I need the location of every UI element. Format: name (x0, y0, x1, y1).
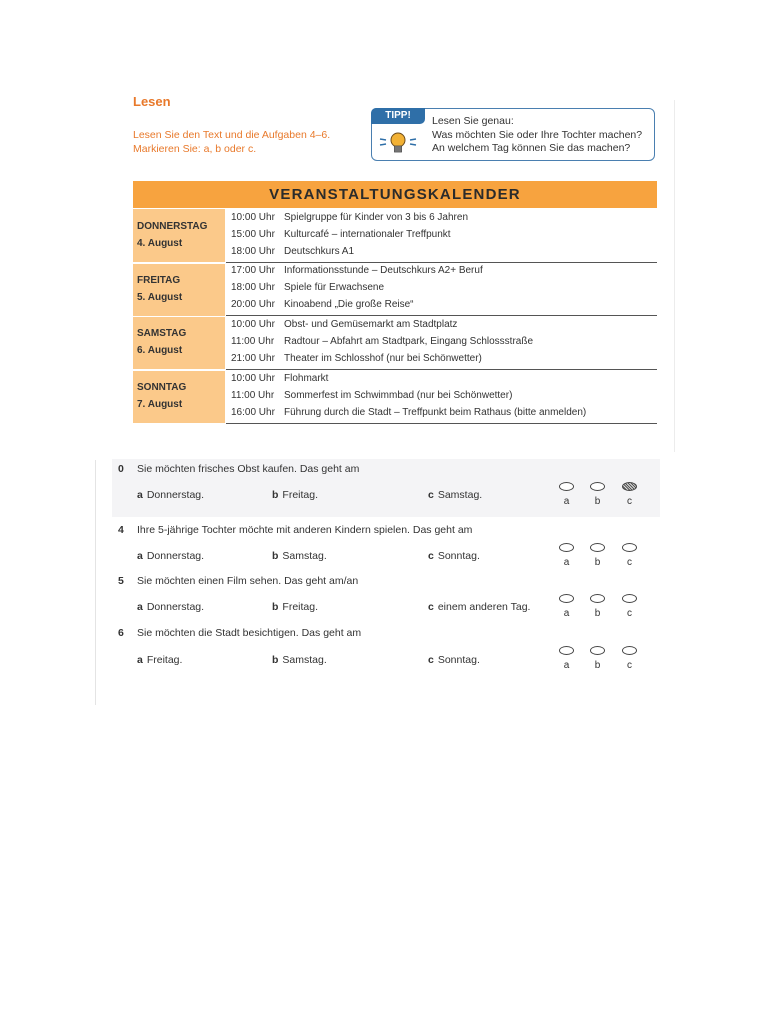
event-row (231, 299, 414, 310)
option-text: einem anderen Tag. (437, 601, 531, 613)
question-text: Sie möchten frisches Obst kaufen. Das geht am (137, 463, 360, 475)
row-divider (226, 423, 657, 424)
page-edge (674, 100, 675, 452)
event-text: Sommerfest im Schwimmbad (nur bei Schönwetter) (284, 390, 513, 401)
event-text: Kinoabend „Die große Reise“ (284, 299, 414, 310)
oval-label: a (563, 608, 570, 619)
tipp-line: Was möchten Sie oder Ihre Tochter machen? (432, 128, 643, 141)
oval-label: c (627, 660, 632, 671)
question-text: Sie möchten die Stadt besichtigen. Das geht am (137, 627, 362, 639)
event-row (231, 373, 328, 384)
event-time: 10:00 Uhr (231, 319, 275, 330)
option-b (272, 550, 327, 562)
section-title: Lesen (133, 94, 171, 109)
question-number: 4 (118, 524, 124, 536)
question-number: 0 (118, 463, 124, 475)
option-text: Freitag. (146, 654, 183, 666)
option-letter: a (137, 550, 143, 562)
event-text: Spiele für Erwachsene (284, 282, 385, 293)
oval-label: b (594, 557, 601, 568)
event-time: 11:00 Uhr (231, 390, 275, 401)
event-time: 21:00 Uhr (231, 353, 275, 364)
option-c (428, 654, 480, 666)
oval-label: a (563, 496, 570, 507)
option-text: Samstag. (437, 489, 483, 501)
day-name: SAMSTAG (137, 328, 187, 339)
event-text: Theater im Schlosshof (nur bei Schönwetter) (284, 353, 482, 364)
oval-label: c (627, 608, 632, 619)
row-divider (226, 369, 657, 370)
option-text: Samstag. (282, 550, 327, 562)
option-letter: c (428, 550, 434, 562)
day-cell (133, 317, 225, 369)
tipp-text (432, 115, 642, 156)
event-row (231, 282, 384, 293)
row-divider (226, 262, 657, 263)
option-b (272, 654, 327, 666)
option-c (428, 550, 480, 562)
event-text: Deutschkurs A1 (284, 246, 355, 257)
instructions (133, 128, 363, 156)
day-date: 7. August (137, 399, 183, 410)
page-edge (95, 460, 96, 705)
answer-oval-c[interactable] (622, 646, 637, 655)
event-time: 15:00 Uhr (231, 229, 275, 240)
option-a (137, 550, 204, 562)
option-letter: b (272, 489, 279, 501)
day-date: 4. August (137, 238, 183, 249)
event-time: 18:00 Uhr (231, 246, 275, 257)
tipp-label: TIPP! (371, 108, 425, 124)
oval-label: b (594, 608, 601, 619)
event-time: 11:00 Uhr (231, 336, 275, 347)
option-letter: c (428, 654, 434, 666)
row-divider (226, 315, 657, 316)
option-letter: b (272, 654, 279, 666)
option-text: Freitag. (282, 601, 319, 613)
event-row (231, 212, 468, 223)
event-text: Kulturcafé – internationaler Treffpunkt (284, 229, 451, 240)
oval-label: b (594, 496, 601, 507)
event-row (231, 265, 483, 276)
event-text: Informationsstunde – Deutschkurs A2+ Beruf (284, 265, 483, 276)
tipp-line: An welchem Tag können Sie das machen? (432, 142, 631, 154)
answer-oval-c-selected[interactable] (622, 482, 637, 491)
answer-oval-a[interactable] (559, 543, 574, 552)
tipp-line: Lesen Sie genau: (432, 115, 514, 127)
event-row (231, 336, 533, 347)
event-time: 16:00 Uhr (231, 407, 275, 418)
answer-oval-b[interactable] (590, 543, 605, 552)
oval-label: a (563, 557, 570, 568)
option-a (137, 601, 204, 613)
event-row (231, 353, 482, 364)
answer-oval-a[interactable] (559, 594, 574, 603)
event-row (231, 229, 451, 240)
instruction-line: Markieren Sie: a, b oder c. (133, 143, 257, 155)
day-date: 6. August (137, 345, 183, 356)
event-time: 20:00 Uhr (231, 299, 275, 310)
lightbulb-icon (378, 130, 418, 156)
oval-label: b (594, 660, 601, 671)
instruction-line: Lesen Sie den Text und die Aufgaben 4–6. (133, 129, 331, 141)
option-letter: c (428, 601, 434, 613)
option-c (428, 489, 482, 501)
question-number: 5 (118, 575, 124, 587)
answer-oval-a[interactable] (559, 646, 574, 655)
answer-oval-c[interactable] (622, 543, 637, 552)
day-cell (133, 371, 225, 423)
event-time: 10:00 Uhr (231, 212, 275, 223)
option-letter: b (272, 601, 279, 613)
event-row (231, 319, 457, 330)
calendar-title: VERANSTALTUNGSKALENDER (133, 181, 657, 208)
question-text: Ihre 5-jährige Tochter möchte mit anderen Kindern spielen. Das geht am (137, 524, 473, 536)
option-text: Sonntag. (437, 654, 480, 666)
option-c (428, 601, 530, 613)
option-text: Samstag. (282, 654, 327, 666)
option-b (272, 601, 318, 613)
option-letter: c (428, 489, 434, 501)
oval-label: c (627, 496, 632, 507)
option-text: Donnerstag. (146, 489, 205, 501)
answer-oval-c[interactable] (622, 594, 637, 603)
oval-label: a (563, 660, 570, 671)
answer-oval-b[interactable] (590, 646, 605, 655)
answer-oval-b[interactable] (590, 482, 605, 491)
day-name: FREITAG (137, 275, 181, 286)
event-row (231, 390, 512, 401)
option-letter: a (137, 601, 143, 613)
option-text: Freitag. (282, 489, 319, 501)
option-letter: a (137, 489, 143, 501)
event-text: Spielgruppe für Kinder von 3 bis 6 Jahren (284, 212, 469, 223)
option-letter: a (137, 654, 143, 666)
option-text: Sonntag. (437, 550, 480, 562)
event-time: 18:00 Uhr (231, 282, 275, 293)
option-text: Donnerstag. (146, 601, 205, 613)
oval-label: c (627, 557, 632, 568)
day-date: 5. August (137, 292, 183, 303)
day-name: SONNTAG (137, 382, 187, 393)
question-number: 6 (118, 627, 124, 639)
option-b (272, 489, 318, 501)
event-row (231, 407, 586, 418)
event-text: Radtour – Abfahrt am Stadtpark, Eingang Schlossstraße (284, 336, 534, 347)
option-a (137, 489, 204, 501)
event-text: Führung durch die Stadt – Treffpunkt beim Rathaus (bitte anmelden) (284, 407, 587, 418)
event-row (231, 246, 354, 257)
day-name: DONNERSTAG (137, 221, 208, 232)
answer-oval-a[interactable] (559, 482, 574, 491)
question-text: Sie möchten einen Film sehen. Das geht am/an (137, 575, 359, 587)
event-text: Flohmarkt (284, 373, 329, 384)
option-letter: b (272, 550, 279, 562)
option-a (137, 654, 182, 666)
event-text: Obst- und Gemüsemarkt am Stadtplatz (284, 319, 458, 330)
day-cell (133, 264, 225, 316)
answer-oval-b[interactable] (590, 594, 605, 603)
event-time: 17:00 Uhr (231, 265, 275, 276)
option-text: Donnerstag. (146, 550, 205, 562)
day-cell (133, 209, 225, 262)
event-time: 10:00 Uhr (231, 373, 275, 384)
